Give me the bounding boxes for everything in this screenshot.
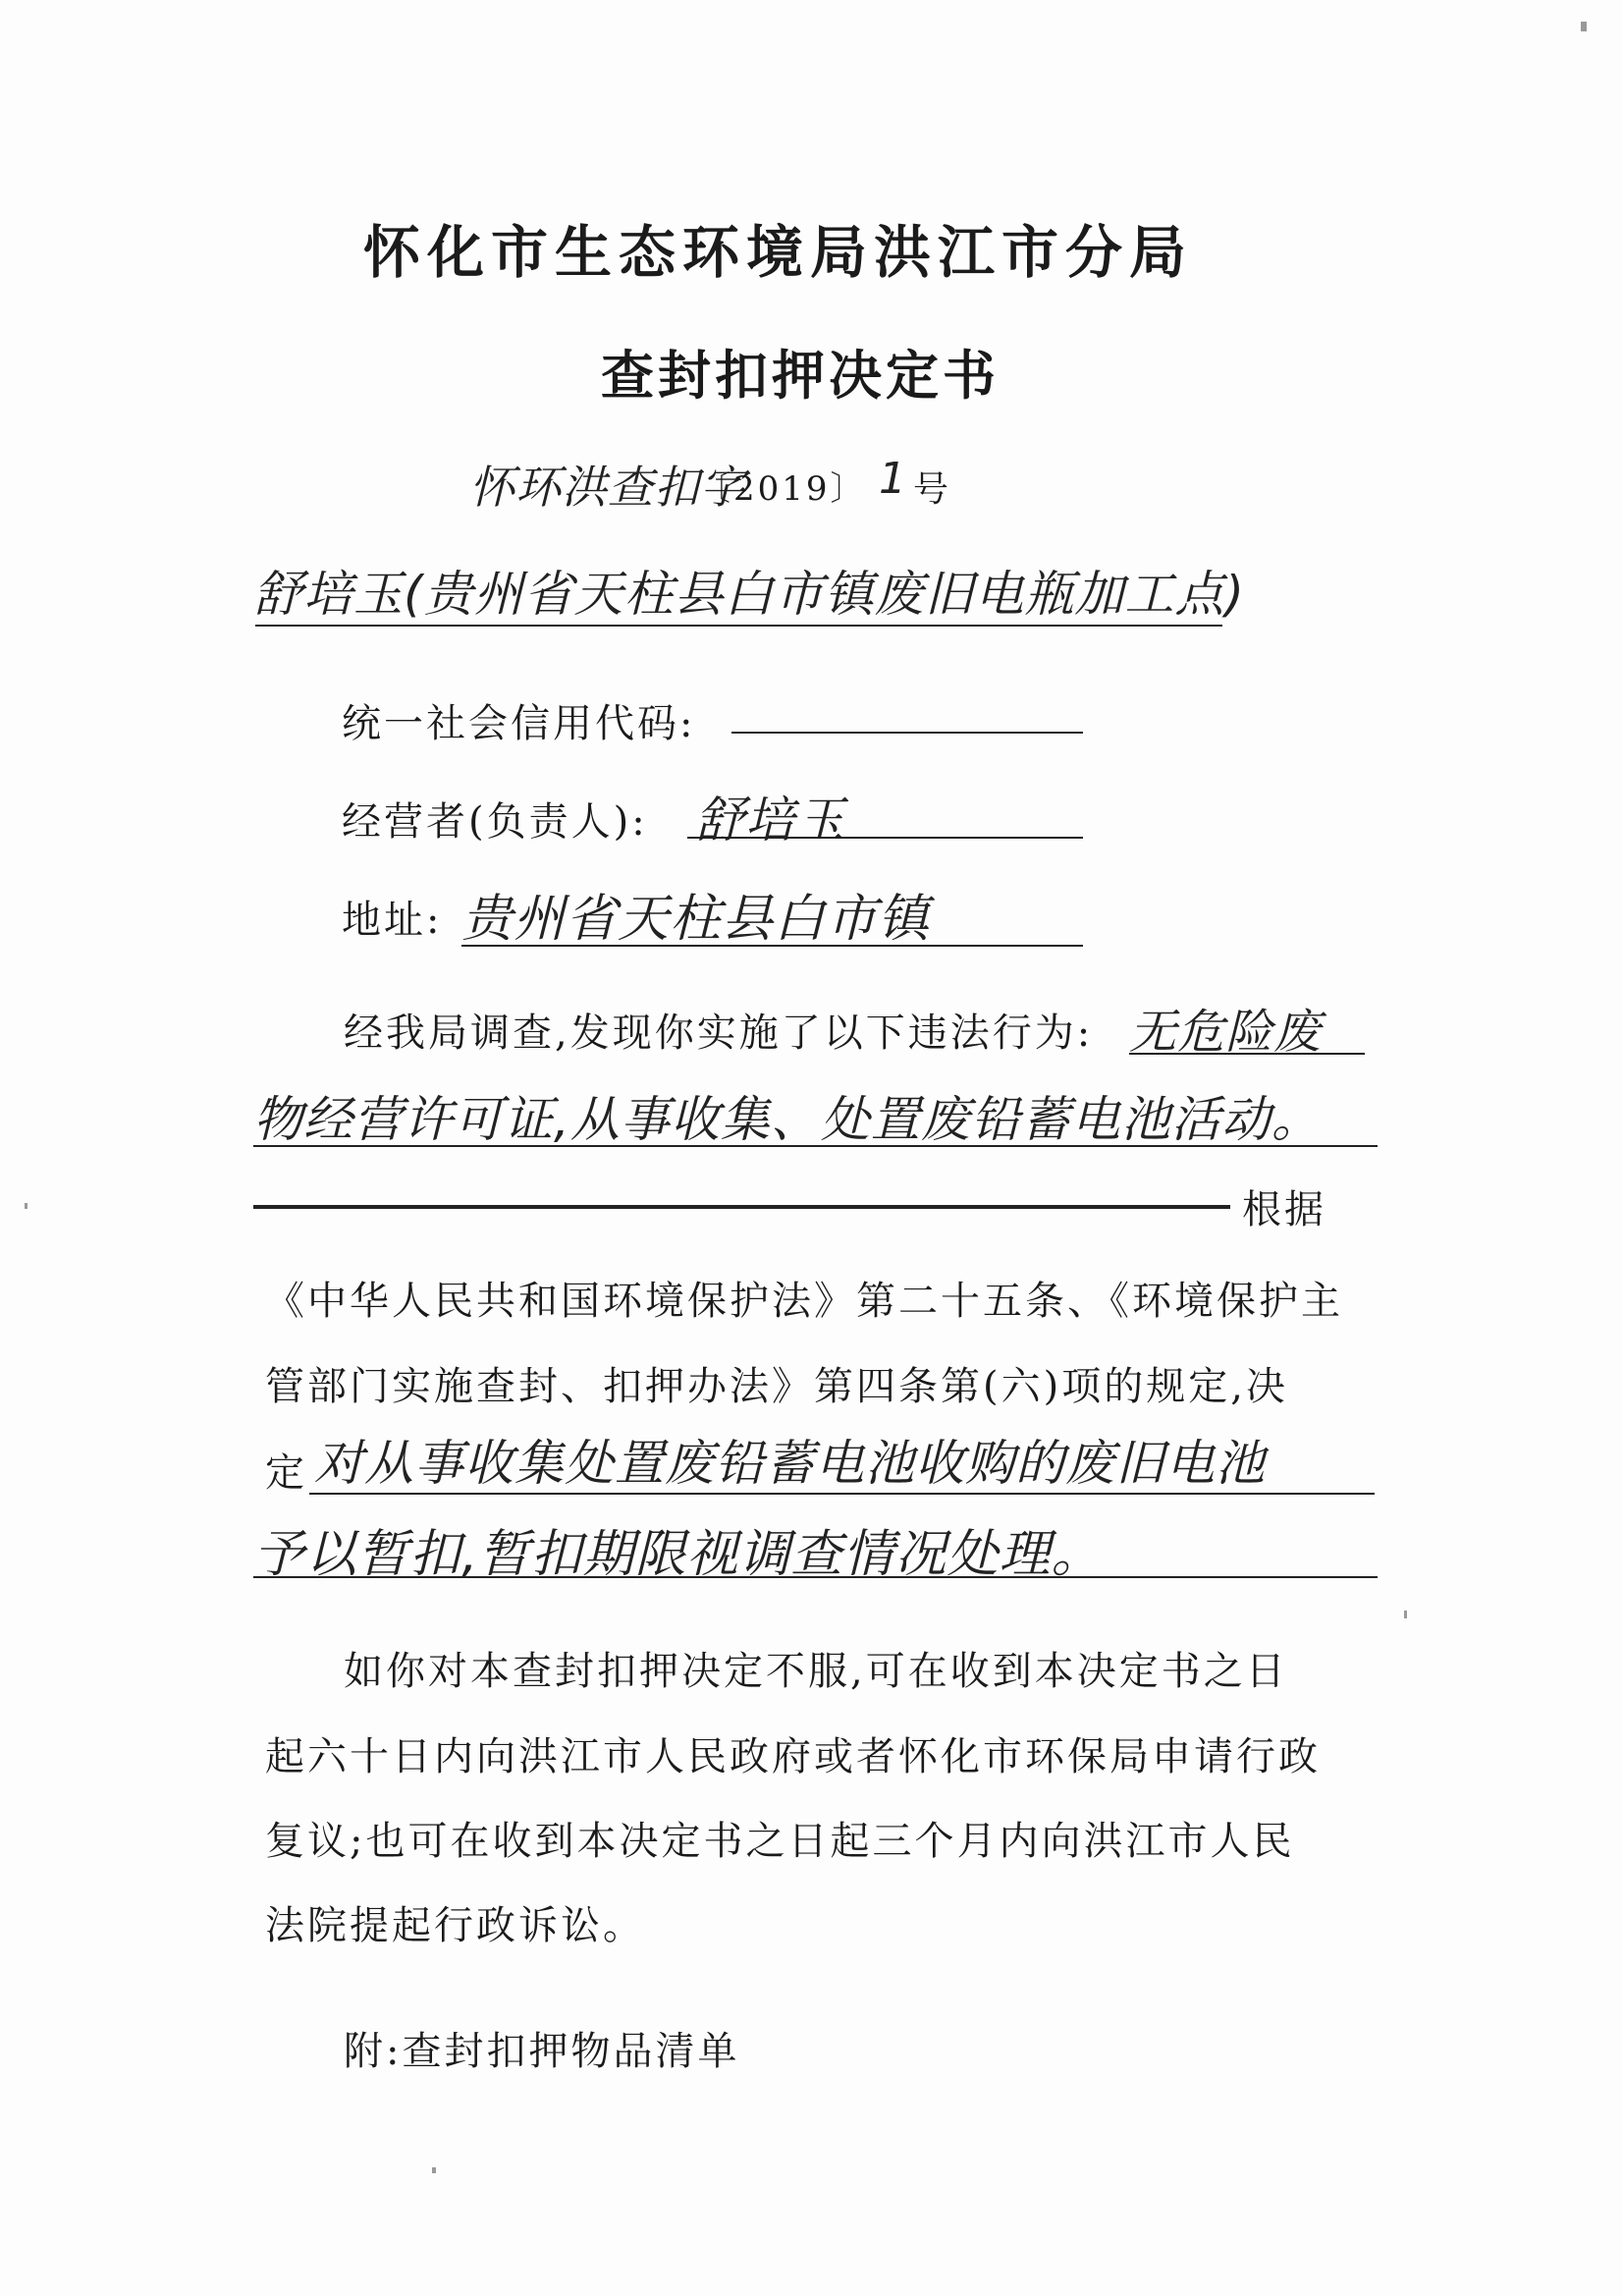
address-underline: [461, 945, 1083, 947]
scan-speck: [1581, 22, 1587, 31]
operator-label: 经营者(负责人):: [342, 799, 648, 845]
address-label: 地址:: [342, 898, 443, 943]
violation-strike-line: [253, 1205, 1230, 1209]
violation-text-2: 物经营许可证,从事收集、处置废铅蓄电池活动。: [253, 1091, 1322, 1148]
doc-number-suffix: 号: [913, 469, 952, 510]
doc-number-prefix: 怀环洪查扣字: [469, 461, 746, 514]
credit-code-label: 统一社会信用代码:: [342, 701, 696, 746]
document-title: 查封扣押决定书: [601, 345, 1000, 407]
recipient-underline: [255, 625, 1222, 627]
recipient-name: 舒培玉(贵州省天柱县白市镇废旧电瓶加工点): [253, 566, 1246, 623]
operator-underline: [687, 837, 1083, 839]
address-value: 贵州省天柱县白市镇: [461, 890, 931, 949]
agency-title: 怀化市生态环境局洪江市分局: [363, 219, 1194, 286]
violation-underline-2: [253, 1145, 1378, 1147]
scan-speck: [25, 1203, 27, 1209]
decision-text-2: 予以暂扣,暂扣期限视调查情况处理。: [253, 1525, 1104, 1584]
remedy-line-2: 起六十日内向洪江市人民政府或者怀化市环保局申请行政: [265, 1734, 1321, 1779]
basis-end: 根据: [1242, 1187, 1326, 1232]
doc-number-year: 〔2019〕: [697, 469, 867, 509]
scan-speck: [1404, 1611, 1407, 1618]
violation-underline-1: [1129, 1053, 1365, 1055]
doc-number-value: 1: [879, 454, 907, 504]
violation-text-1: 无危险废: [1129, 1005, 1323, 1060]
scan-speck: [432, 2167, 436, 2173]
credit-code-underline: [731, 732, 1083, 734]
decision-text-1: 对从事收集处置废铅蓄电池收购的废旧电池: [314, 1435, 1266, 1492]
investigation-lead: 经我局调查,发现你实施了以下违法行为:: [344, 1011, 1094, 1056]
law-line-1: 《中华人民共和国环境保护法》第二十五条、《环境保护主: [265, 1279, 1343, 1324]
attachment-note: 附:查封扣押物品清单: [344, 2029, 740, 2074]
operator-value: 舒培玉: [695, 792, 845, 848]
decision-underline-1: [309, 1493, 1375, 1495]
decision-underline-2: [253, 1576, 1378, 1578]
decision-lead: 定: [265, 1450, 307, 1496]
remedy-line-1: 如你对本查封扣押决定不服,可在收到本决定书之日: [344, 1649, 1288, 1694]
remedy-line-4: 法院提起行政诉讼。: [265, 1903, 645, 1948]
remedy-line-3: 复议;也可在收到本决定书之日起三个月内向洪江市人民: [265, 1819, 1295, 1864]
law-line-2: 管部门实施查封、扣押办法》第四条第(六)项的规定,决: [265, 1364, 1288, 1409]
